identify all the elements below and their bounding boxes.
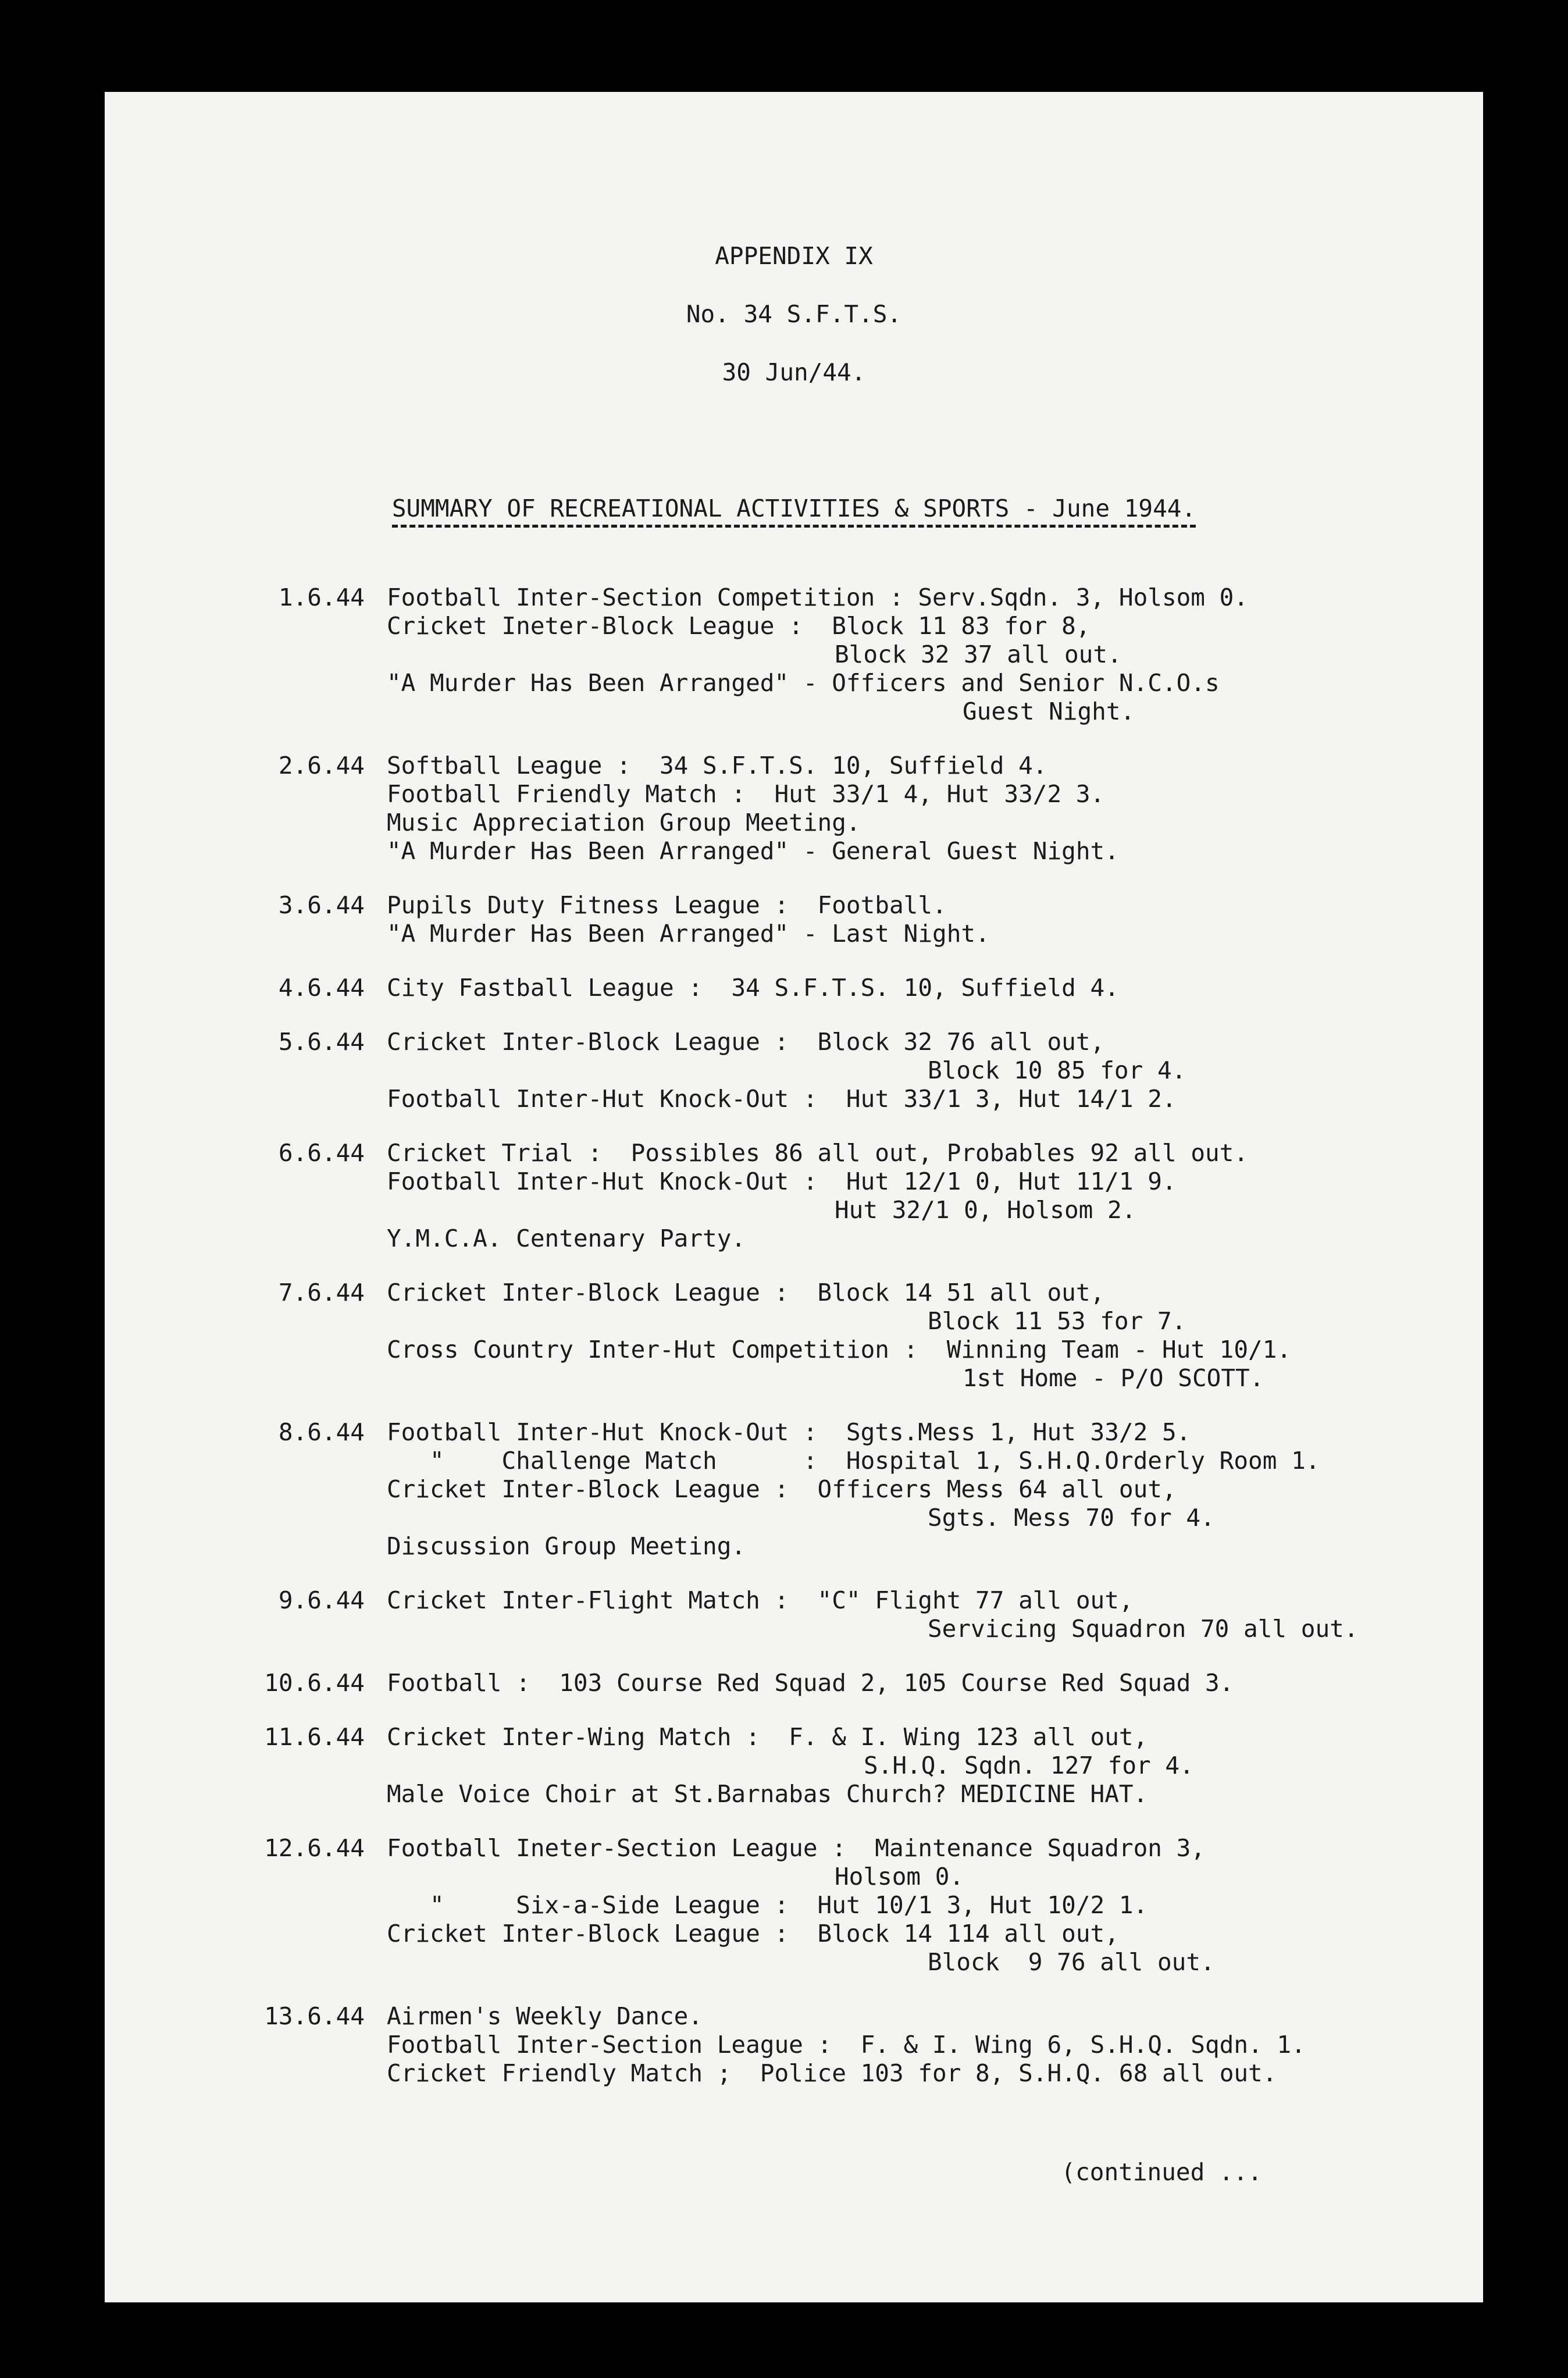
- activity-label: "A Murder Has Been Arranged" -: [387, 837, 832, 865]
- entry-line: [387, 1028, 1457, 1056]
- activity-label: Cricket Inter-Wing Match :: [387, 1723, 789, 1751]
- entry-line: [387, 1418, 1457, 1447]
- entry-line: [387, 1196, 1457, 1224]
- activity-label: Music Appreciation Group Meeting.: [387, 809, 861, 836]
- entry-line: [387, 1863, 1457, 1891]
- activity-result: Block 11 53 for 7.: [928, 1307, 1186, 1335]
- entry-line: [387, 1224, 1457, 1253]
- entry-date: 6.6.44: [278, 1139, 365, 1167]
- activity-label: Y.M.C.A. Centenary Party.: [387, 1224, 746, 1252]
- entry-line: [387, 2059, 1457, 2088]
- entry-line: [387, 837, 1457, 866]
- activity-result: Hut 33/1 3, Hut 14/1 2.: [846, 1085, 1177, 1113]
- activity-result: Sgts.Mess 1, Hut 33/2 5.: [846, 1418, 1191, 1446]
- entry-line: [387, 1139, 1457, 1167]
- entry-body: [387, 891, 1457, 948]
- entry-date: 8.6.44: [278, 1418, 365, 1446]
- activity-label: Cricket Inter-Block League :: [387, 1475, 818, 1503]
- activity-entry: [105, 2002, 1483, 2088]
- activity-entry: [105, 1139, 1483, 1253]
- entry-date: 5.6.44: [278, 1028, 365, 1056]
- activity-result: Officers Mess 64 all out,: [817, 1475, 1177, 1503]
- entry-line: [387, 1723, 1457, 1752]
- entry-date: 13.6.44: [264, 2002, 365, 2030]
- entry-date: 4.6.44: [278, 974, 365, 1002]
- activity-result: S.H.Q. Sqdn. 127 for 4.: [864, 1752, 1194, 1779]
- entry-line: [387, 1364, 1457, 1393]
- activity-label: " Six-a-Side League :: [387, 1891, 818, 1919]
- entry-line: [387, 780, 1457, 809]
- activity-result: Serv.Sqdn. 3, Holsom 0.: [918, 583, 1249, 611]
- entry-line: [387, 1586, 1457, 1615]
- entry-line: [387, 1307, 1457, 1336]
- entry-body: [387, 1139, 1457, 1253]
- entry-date: 9.6.44: [278, 1586, 365, 1614]
- entry-line: [387, 1920, 1457, 1948]
- activity-label: City Fastball League :: [387, 974, 732, 1002]
- activity-result: "C" Flight 77 all out,: [817, 1586, 1134, 1614]
- entry-line: [387, 1504, 1457, 1532]
- activity-label: Cricket Friendly Match ;: [387, 2059, 760, 2087]
- activity-result: Football.: [817, 891, 947, 919]
- activity-entry: [105, 752, 1483, 866]
- entry-line: [387, 1336, 1457, 1364]
- entry-line: [387, 1948, 1457, 1977]
- entry-line: [387, 1279, 1457, 1307]
- entry-line: [387, 1891, 1457, 1920]
- summary-title: SUMMARY OF RECREATIONAL ACTIVITIES & SPORTS - June 1944.: [105, 494, 1483, 523]
- activity-label: Softball League :: [387, 752, 660, 779]
- entry-body: [387, 1279, 1457, 1393]
- entry-body: [387, 583, 1457, 726]
- activity-result: Police 103 for 8, S.H.Q. 68 all out.: [760, 2059, 1277, 2087]
- activity-result: Possibles 86 all out, Probables 92 all out.: [630, 1139, 1249, 1167]
- activity-label: Football Inter-Hut Knock-Out :: [387, 1418, 846, 1446]
- activity-result: Block 10 85 for 4.: [928, 1056, 1186, 1084]
- entry-line: [387, 640, 1457, 669]
- activity-result: Guest Night.: [963, 697, 1135, 725]
- activity-label: Football Inter-Section League :: [387, 2031, 861, 2059]
- activity-label: Football :: [387, 1669, 560, 1697]
- entry-line: [387, 2002, 1457, 2031]
- activity-result: Hut 33/1 4, Hut 33/2 3.: [774, 780, 1105, 808]
- activity-result: Hut 32/1 0, Holsom 2.: [835, 1196, 1136, 1224]
- entry-line: [387, 809, 1457, 837]
- activity-entry: [105, 1028, 1483, 1113]
- activity-label: " Challenge Match :: [387, 1447, 846, 1475]
- activity-label: Football Inter-Section Competition :: [387, 583, 918, 611]
- unit-heading: No. 34 S.F.T.S.: [686, 300, 902, 328]
- activity-entry: [105, 1669, 1483, 1697]
- activity-entry: [105, 1418, 1483, 1561]
- activity-entry: [105, 1723, 1483, 1809]
- entry-body: [387, 1669, 1457, 1697]
- activity-result: F. & I. Wing 6, S.H.Q. Sqdn. 1.: [860, 2031, 1306, 2059]
- activity-entry: [105, 891, 1483, 948]
- entry-line: [387, 1615, 1457, 1643]
- entry-line: [387, 974, 1457, 1002]
- entry-line: [387, 1447, 1457, 1475]
- activity-result: Sgts. Mess 70 for 4.: [928, 1504, 1215, 1532]
- activity-result: 34 S.F.T.S. 10, Suffield 4.: [731, 974, 1119, 1002]
- entry-line: [387, 1780, 1457, 1809]
- activity-label: Discussion Group Meeting.: [387, 1532, 746, 1560]
- entry-line: [387, 2031, 1457, 2059]
- entry-date: 10.6.44: [264, 1669, 365, 1697]
- activity-result: Block 32 76 all out,: [817, 1028, 1105, 1056]
- entry-line: [387, 1532, 1457, 1561]
- entry-body: [387, 1586, 1457, 1643]
- entry-date: 12.6.44: [264, 1834, 365, 1862]
- entry-line: [387, 612, 1457, 640]
- entry-line: [387, 697, 1457, 726]
- entry-date: 3.6.44: [278, 891, 365, 919]
- date-heading: 30 Jun/44.: [722, 358, 866, 386]
- activity-result: 34 S.F.T.S. 10, Suffield 4.: [660, 752, 1047, 779]
- activity-result: Block 9 76 all out.: [928, 1948, 1215, 1976]
- entry-line: [387, 669, 1457, 697]
- activity-result: Block 14 114 all out,: [817, 1920, 1119, 1948]
- activity-result: 1st Home - P/O SCOTT.: [963, 1364, 1264, 1392]
- activity-label: "A Murder Has Been Arranged" -: [387, 669, 832, 697]
- entry-line: [387, 752, 1457, 780]
- activity-label: Cricket Inter-Flight Match :: [387, 1586, 818, 1614]
- activity-label: Cross Country Inter-Hut Competition :: [387, 1336, 947, 1364]
- activity-entry: [105, 1834, 1483, 1977]
- activity-result: Hut 10/1 3, Hut 10/2 1.: [817, 1891, 1148, 1919]
- activity-list: [105, 583, 1483, 2113]
- activity-result: Last Night.: [832, 920, 990, 948]
- activity-result: Block 11 83 for 8,: [832, 612, 1091, 640]
- activity-entry: [105, 1279, 1483, 1393]
- activity-label: Football Inter-Hut Knock-Out :: [387, 1167, 846, 1195]
- entry-body: [387, 974, 1457, 1002]
- entry-date: 11.6.44: [264, 1723, 365, 1751]
- appendix-heading: APPENDIX IX: [715, 242, 873, 270]
- document-page: [105, 92, 1483, 2302]
- entry-line: [387, 1085, 1457, 1113]
- continued-note: (continued ...: [1061, 2158, 1262, 2186]
- entry-date: 2.6.44: [278, 752, 365, 779]
- entry-line: [387, 1056, 1457, 1085]
- entry-body: [387, 1028, 1457, 1113]
- entry-body: [387, 752, 1457, 866]
- entry-line: [387, 1752, 1457, 1780]
- activity-result: Block 32 37 all out.: [835, 640, 1122, 668]
- activity-entry: [105, 974, 1483, 1002]
- activity-result: Hospital 1, S.H.Q.Orderly Room 1.: [846, 1447, 1320, 1475]
- activity-label: Cricket Inter-Block League :: [387, 1279, 818, 1307]
- entry-body: [387, 1723, 1457, 1809]
- activity-label: "A Murder Has Been Arranged" -: [387, 920, 832, 948]
- entry-line: [387, 1475, 1457, 1504]
- activity-result: 103 Course Red Squad 2, 105 Course Red Squad 3.: [559, 1669, 1234, 1697]
- entry-line: [387, 583, 1457, 612]
- entry-line: [387, 1834, 1457, 1863]
- activity-result: Holsom 0.: [835, 1863, 964, 1891]
- activity-label: Cricket Ineter-Block League :: [387, 612, 832, 640]
- activity-label: Airmen's Weekly Dance.: [387, 2002, 703, 2030]
- activity-result: Hut 12/1 0, Hut 11/1 9.: [846, 1167, 1177, 1195]
- activity-result: General Guest Night.: [832, 837, 1119, 865]
- activity-label: Cricket Inter-Block League :: [387, 1028, 818, 1056]
- activity-label: Cricket Inter-Block League :: [387, 1920, 818, 1948]
- activity-label: Pupils Duty Fitness League :: [387, 891, 818, 919]
- activity-entry: [105, 1586, 1483, 1643]
- entry-line: [387, 891, 1457, 920]
- activity-label: Football Ineter-Section League :: [387, 1834, 875, 1862]
- activity-result: Officers and Senior N.C.O.s: [832, 669, 1220, 697]
- activity-result: Winning Team - Hut 10/1.: [946, 1336, 1292, 1364]
- activity-label: Football Friendly Match :: [387, 780, 775, 808]
- entry-line: [387, 1669, 1457, 1697]
- entry-body: [387, 1418, 1457, 1561]
- activity-result: F. & I. Wing 123 all out,: [789, 1723, 1148, 1751]
- entry-date: 1.6.44: [278, 583, 365, 611]
- activity-label: Male Voice Choir at St.Barnabas Church? MEDICINE HAT.: [387, 1780, 1148, 1808]
- activity-entry: [105, 583, 1483, 726]
- entry-body: [387, 1834, 1457, 1977]
- entry-line: [387, 1167, 1457, 1196]
- entry-date: 7.6.44: [278, 1279, 365, 1307]
- entry-body: [387, 2002, 1457, 2088]
- activity-label: Cricket Trial :: [387, 1139, 631, 1167]
- activity-label: Football Inter-Hut Knock-Out :: [387, 1085, 846, 1113]
- activity-result: Servicing Squadron 70 all out.: [928, 1615, 1359, 1643]
- activity-result: Block 14 51 all out,: [817, 1279, 1105, 1307]
- entry-line: [387, 920, 1457, 948]
- activity-result: Maintenance Squadron 3,: [875, 1834, 1205, 1862]
